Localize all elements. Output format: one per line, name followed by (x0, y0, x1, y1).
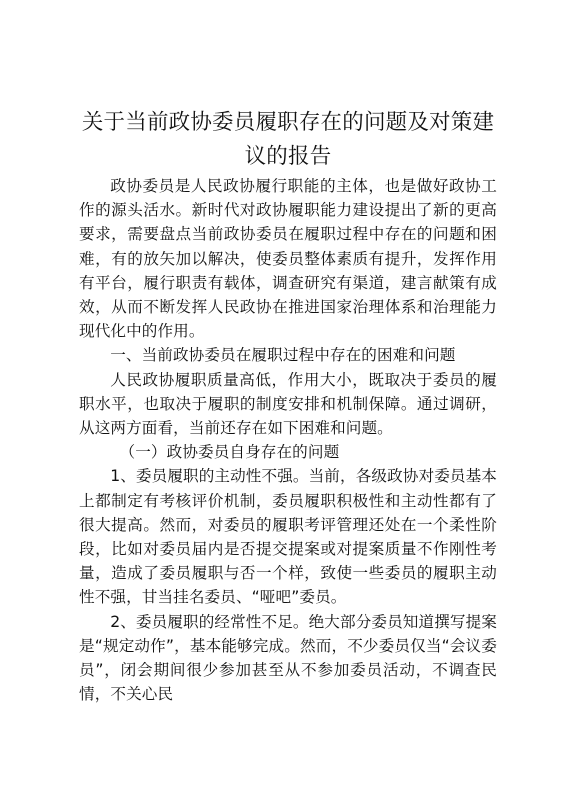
subsection-heading-1: （一）政协委员自身存在的问题 (119, 443, 340, 462)
issue-paragraph-2: 2、委员履职的经常性不足。绝大部分委员知道撰写提案是“规定动作”，基本能够完成。然而，不少委员仅当“会议委员”，闭会期间很少参加甚至从不参加委员活动，不调查民情，不关心民 (79, 612, 497, 704)
section-heading-1: 一、当前政协委员在履职过程中存在的困难和问题 (110, 346, 456, 365)
issue-paragraph-1: 1、委员履职的主动性不强。当前，各级政协对委员基本上都制定有考核评价机制，委员履职积极性和主动性都有了很大提高。然而，对委员的履职考评管理还处在一个柔性阶段，比如对委员届内是否提交提案或对提案质量不作刚性考量，造成了委员履职与否一个样，致使一些委员的履职主动性不强，甘当挂名委员、“哑吧”委员。 (79, 467, 497, 607)
document-title: 关于当前政协委员履职存在的问题及对策建议的报告 (81, 110, 495, 169)
intro-paragraph: 政协委员是人民政协履行职能的主体，也是做好政协工作的源头活水。新时代对政协履职能力建设提出了新的更高要求，需要盘点当前政协委员在履职过程中存在的问题和困难，有的放矢加以解决，使委员整体素质有提升，发挥作用有平台，履行职责有载体，调查研究有渠道，建言献策有成效，从而不断发挥人民政协在推进国家治理体系和治理能力现代化中的作用。 (79, 177, 497, 341)
section-1-paragraph: 人民政协履职质量高低，作用大小，既取决于委员的履职水平，也取决于履职的制度安排和机制保障。通过调研，从这两方面看，当前还存在如下困难和问题。 (79, 370, 497, 438)
